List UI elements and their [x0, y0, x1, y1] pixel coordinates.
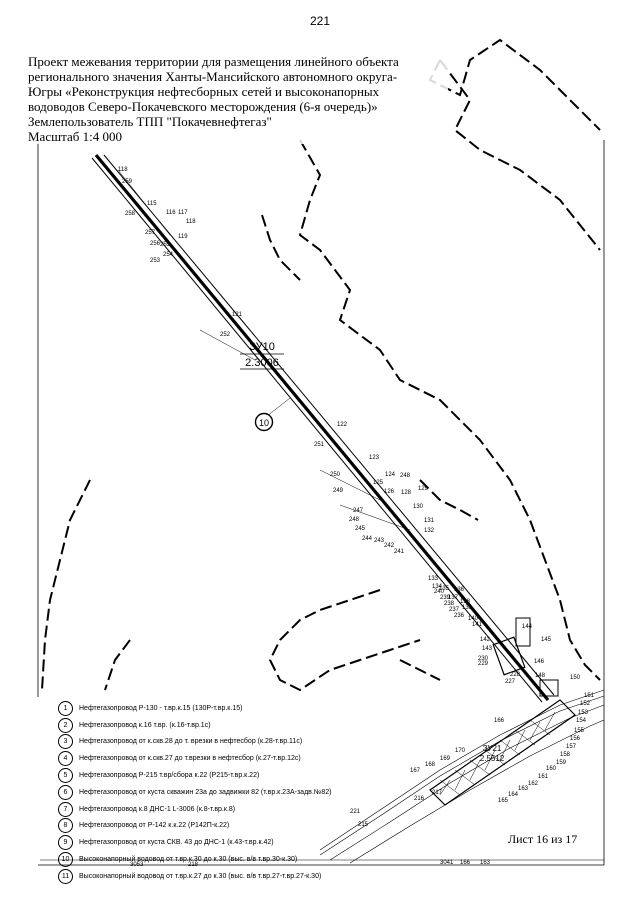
legend-text: Нефтегазопровод Р-215 т.вр/сбора к.22 (Р215-т.вр.к.22): [79, 772, 260, 780]
point-label: 155: [574, 728, 585, 734]
legend-item: [58, 868, 388, 885]
point-label: 156: [570, 736, 581, 742]
legend-number: 9: [58, 835, 73, 850]
point-label: 250: [330, 472, 341, 478]
point-label: 218: [188, 862, 199, 868]
point-label: 169: [440, 756, 451, 762]
legend-item: [58, 717, 388, 734]
point-label: 239: [440, 595, 451, 601]
point-label: 242: [384, 543, 395, 549]
point-label: 121: [232, 312, 243, 318]
point-label: 145: [541, 637, 552, 643]
point-label: 238: [444, 601, 455, 607]
point-label: 3053: [130, 862, 144, 868]
point-label: 247: [353, 508, 364, 514]
legend: [58, 700, 388, 885]
point-label: 159: [556, 760, 567, 766]
point-label: 240: [434, 589, 445, 595]
legend-text: Нефтегазопровод Р-130 - т.вр.к.15 (130Р-т.вр.к.15): [79, 704, 243, 712]
legend-number: 7: [58, 802, 73, 817]
point-label: 252: [220, 332, 231, 338]
legend-text: Нефтегазопровод к.16 т.вр. (к.16-т.вр.1с): [79, 721, 211, 729]
title-line: Югры «Реконструкция нефтесборных сетей и высоконапорных: [28, 84, 380, 99]
parcel-area: 2.3006: [245, 357, 279, 369]
point-label: 3041: [440, 860, 454, 866]
point-label: 160: [546, 766, 557, 772]
point-label: 241: [394, 549, 405, 555]
point-label: 166: [494, 718, 505, 724]
point-label: 138: [460, 599, 471, 605]
point-label: 245: [355, 526, 366, 532]
parcel-label: ЗУ10: [249, 341, 275, 353]
point-label: 162: [528, 781, 539, 787]
small-parcel-label: ЗУ21: [482, 744, 502, 753]
point-label: 163: [518, 786, 529, 792]
point-label: 167: [410, 768, 421, 774]
legend-item: [58, 784, 388, 801]
point-label: 116: [166, 210, 176, 216]
point-label: 139: [462, 605, 473, 611]
legend-item: [58, 700, 388, 717]
point-label: 126: [384, 489, 395, 495]
point-label: 148: [535, 673, 546, 679]
point-label: 137: [448, 595, 459, 601]
point-label: 142: [480, 637, 491, 643]
legend-item: [58, 818, 388, 835]
point-label: 259: [122, 179, 133, 185]
legend-number: 5: [58, 768, 73, 783]
legend-number: 1: [58, 701, 73, 716]
point-label: 216: [414, 796, 425, 802]
point-label: 248: [400, 473, 411, 479]
point-label: 119: [178, 234, 188, 240]
point-label: 129: [418, 486, 429, 492]
legend-number: 4: [58, 751, 73, 766]
small-parcel-area: 2.5512: [479, 754, 505, 763]
legend-text: Нефтегазопровод от к.скв.28 до т. врезки в нефтесбор (к.28-т.вр.11с): [79, 738, 303, 746]
point-label: 118: [186, 219, 196, 225]
point-label: 144: [522, 624, 533, 630]
point-label: 161: [538, 774, 549, 780]
point-label: 133: [428, 576, 439, 582]
point-label: 215: [358, 822, 369, 828]
legend-text: Нефтегазопровод от к.скв.27 до т.врезки в нефтесбор (к.27-т.вр.12с): [79, 755, 301, 763]
title-line: Масштаб 1:4 000: [28, 129, 122, 144]
point-label: 229: [478, 661, 489, 667]
point-label: 125: [373, 480, 384, 486]
point-label: 255: [160, 242, 171, 248]
point-label: 248: [349, 517, 360, 523]
point-label: 124: [385, 472, 396, 478]
point-label: 221: [350, 809, 361, 815]
point-label: 140: [468, 616, 479, 622]
point-label: 257: [145, 230, 156, 236]
point-label: 131: [424, 518, 435, 524]
point-label: 132: [424, 528, 435, 534]
legend-number: 3: [58, 734, 73, 749]
point-label: 217: [432, 790, 443, 796]
point-label: 244: [362, 536, 373, 542]
page-number: 221: [309, 14, 331, 28]
legend-item: [58, 750, 388, 767]
legend-text: Высоконапорный водовод от т.вр.к.27 до к.30 (выс. в/в т.вр.27-т.вр.27-к.30): [79, 872, 322, 880]
sheet-label: Лист 16 из 17: [508, 832, 578, 846]
legend-text: Нефтегазопровод от куста СКВ. 43 до ДНС-1 (к.43-т.вр.к.42): [79, 839, 274, 847]
legend-number: 11: [58, 869, 73, 884]
point-label: 122: [337, 422, 348, 428]
point-label: 237: [449, 607, 460, 613]
point-label: 134: [432, 584, 443, 590]
point-label: 123: [369, 455, 380, 461]
route-marker-10: [256, 414, 273, 431]
legend-item: [58, 734, 388, 751]
legend-item: [58, 767, 388, 784]
point-label: 236: [454, 613, 465, 619]
point-label: 166: [460, 860, 471, 866]
point-label: 164: [508, 792, 519, 798]
point-label: 130: [413, 504, 424, 510]
title-line: Землепользователь ТПП "Покачевнефтегаз": [28, 114, 272, 129]
point-label: 168: [425, 762, 436, 768]
legend-item: [58, 834, 388, 851]
title-block: [28, 54, 448, 144]
point-label: 256: [150, 241, 161, 247]
legend-number: 8: [58, 818, 73, 833]
point-label: 118: [118, 167, 128, 173]
legend-number: 2: [58, 718, 73, 733]
pipeline-corridor: [92, 155, 554, 702]
title-line: Проект межевания территории для размещения линейного объекта: [28, 54, 399, 69]
point-label: 170: [455, 748, 466, 754]
point-label: 165: [498, 798, 509, 804]
point-label: 163: [480, 860, 491, 866]
point-label: 230: [478, 656, 489, 662]
legend-text: Нефтегазопровод от куста скважин 23а до задвижки 82 (т.вр.к.23А-задв.№82): [79, 788, 332, 796]
point-label: 117: [178, 210, 188, 216]
legend-item: [58, 851, 388, 868]
point-label: 136: [454, 587, 465, 593]
point-label: 135: [439, 586, 450, 592]
point-label: 128: [401, 490, 412, 496]
title-line: водоводов Северо-Покачевского месторождения (6-я очередь)»: [28, 99, 378, 114]
point-label: 249: [333, 488, 344, 494]
point-label: 258: [125, 211, 136, 217]
point-label: 152: [580, 701, 591, 707]
point-label: 157: [566, 744, 577, 750]
point-label: 115: [147, 201, 157, 207]
legend-number: 6: [58, 785, 73, 800]
point-label: 153: [578, 710, 589, 716]
route-marker-label: 10: [258, 418, 270, 428]
point-label: 143: [482, 646, 493, 652]
legend-text: Нефтегазопровод от Р-142 к.к.22 (Р142П-к.22): [79, 822, 230, 830]
point-label: 146: [534, 659, 545, 665]
point-label: 251: [314, 442, 325, 448]
point-label: 227: [505, 679, 516, 685]
point-label: 253: [150, 258, 161, 264]
point-label: 151: [584, 693, 595, 699]
boundary-top-right: [440, 60, 600, 250]
parcel-zu21-label: [480, 744, 505, 763]
point-label: 154: [576, 718, 587, 724]
point-label: 254: [163, 252, 174, 258]
point-label: 228: [510, 672, 521, 678]
legend-number: 10: [58, 852, 73, 867]
point-label: 158: [560, 752, 571, 758]
point-label: 243: [374, 538, 385, 544]
point-label: 141: [472, 622, 483, 628]
legend-item: [58, 801, 388, 818]
point-label: 150: [570, 675, 581, 681]
title-line: регионального значения Ханты-Мансийского автономного округа-: [28, 69, 398, 84]
legend-text: Нефтегазопровод к.8 ДНС-1 L-3006 (к.8-т.вр.к.8): [79, 805, 236, 813]
legend-text: Высоконапорный водовод от т.вр.к.30 до к.30 (выс. в/в т.вр.30-к.30): [79, 856, 298, 864]
